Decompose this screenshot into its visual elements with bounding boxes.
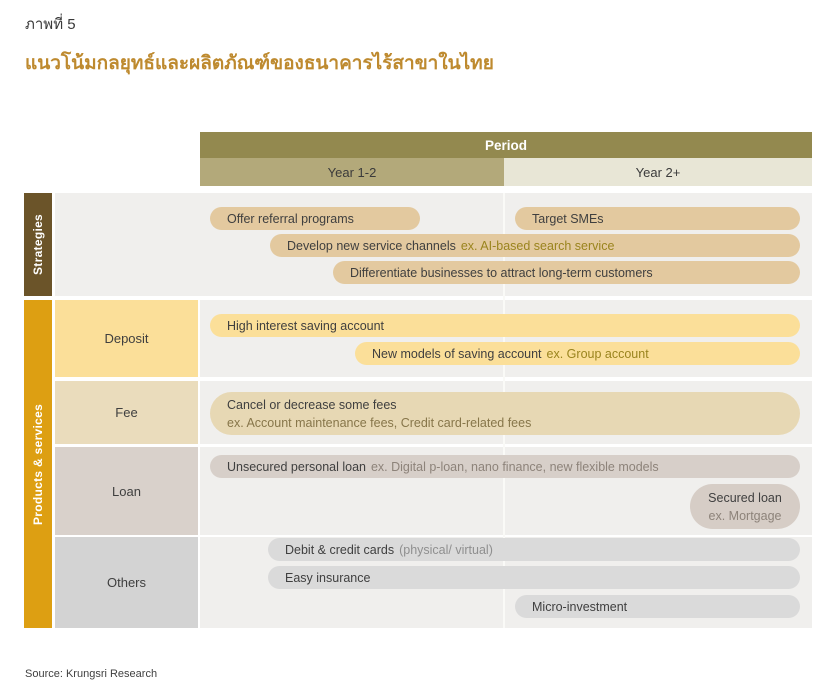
roadmap-item-text: Differentiate businesses to attract long-term customers	[350, 265, 653, 280]
roadmap-item	[333, 261, 800, 284]
roadmap-item	[268, 538, 800, 561]
section-label-products-services: Products & services	[24, 300, 52, 628]
roadmap-item	[268, 566, 800, 589]
roadmap-item-text: New models of saving account	[372, 346, 542, 361]
roadmap-item-note: ex. Digital p-loan, nano finance, new flexible models	[370, 459, 659, 474]
roadmap-item-text: Debit & credit cards	[285, 542, 395, 557]
row-label-others: Others	[55, 537, 198, 628]
roadmap-item-note: ex. Group account	[546, 346, 649, 361]
row-label-deposit: Deposit	[55, 300, 198, 377]
roadmap-item-note: ex. Account maintenance fees, Credit card-related fees	[227, 415, 532, 430]
roadmap-item-note: ex. Mortgage	[708, 508, 782, 523]
roadmap-item-text: High interest saving account	[227, 318, 385, 333]
section-label-strategies: Strategies	[24, 193, 52, 296]
roadmap-item	[210, 207, 420, 230]
row-label-fee: Fee	[55, 381, 198, 444]
roadmap-item	[515, 595, 800, 618]
roadmap-item-text: Target SMEs	[532, 211, 604, 226]
period-header: Period	[200, 132, 812, 158]
roadmap-item-text: Offer referral programs	[227, 211, 354, 226]
roadmap-item-text: Micro-investment	[532, 599, 628, 614]
roadmap-item	[270, 234, 800, 257]
figure-number: ภาพที่ 5	[25, 16, 76, 33]
roadmap-item-note: (physical/ virtual)	[399, 542, 493, 557]
roadmap-item-text: Develop new service channels	[287, 238, 456, 253]
roadmap-item-note: ex. AI-based search service	[460, 238, 615, 253]
column-header-year-1-2: Year 1-2	[200, 158, 504, 186]
roadmap-item-text: Cancel or decrease some fees	[227, 397, 397, 412]
roadmap-item-text: Unsecured personal loan	[227, 459, 366, 474]
row-label-loan: Loan	[55, 447, 198, 535]
roadmap-item	[515, 207, 800, 230]
roadmap-item	[210, 455, 800, 478]
roadmap-item	[355, 342, 800, 365]
figure-title: แนวโน้มกลยุทธ์และผลิตภัณฑ์ของธนาคารไร้สาขาในไทย	[25, 53, 494, 74]
roadmap-item-text: Easy insurance	[285, 570, 371, 585]
roadmap-item	[690, 484, 800, 529]
column-header-year-2-plus: Year 2+	[504, 158, 812, 186]
roadmap-item	[210, 314, 800, 337]
roadmap-item-text: Secured loan	[708, 490, 782, 505]
roadmap-item	[210, 392, 800, 435]
row-track	[200, 300, 812, 377]
source-note: Source: Krungsri Research	[25, 668, 158, 680]
